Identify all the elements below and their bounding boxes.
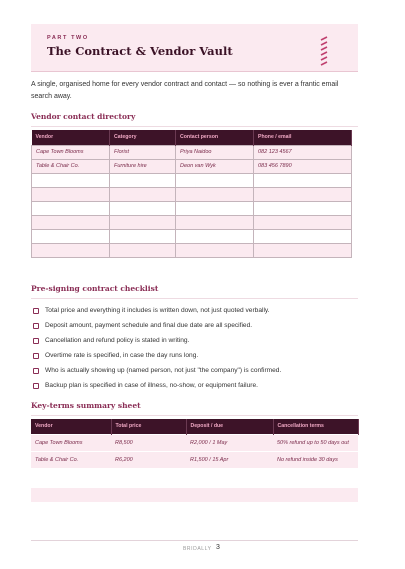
table-cell[interactable]: [32, 173, 110, 187]
table-cell[interactable]: Cape Town Blooms: [32, 145, 110, 159]
column-header: Cancellation terms: [273, 419, 358, 434]
table-cell[interactable]: Deon van Wyk: [176, 159, 254, 173]
table-cell[interactable]: R1,500 / 15 Apr: [186, 451, 273, 468]
table-cell[interactable]: [176, 215, 254, 229]
checklist-item-label: Total price and everything it includes is written down, not just quoted verbally.: [45, 307, 270, 314]
checkbox-icon[interactable]: [33, 383, 39, 389]
table-cell[interactable]: [110, 229, 176, 243]
checklist-item: [33, 363, 363, 378]
footer-divider: [31, 540, 358, 541]
footer-brand: BRIDALLY: [183, 546, 212, 552]
table-cell[interactable]: [176, 201, 254, 215]
table-cell[interactable]: [110, 173, 176, 187]
table-cell[interactable]: [254, 229, 352, 243]
column-header: Deposit / due: [186, 419, 273, 434]
table-cell[interactable]: [110, 243, 176, 257]
table-cell[interactable]: Priya Naidoo: [176, 145, 254, 159]
table-cell[interactable]: Cape Town Blooms: [31, 434, 111, 451]
checklist-item: [33, 378, 363, 393]
table-header-row: [31, 419, 358, 434]
checklist-item: [33, 318, 363, 333]
table-cell[interactable]: [32, 243, 110, 257]
column-header: Category: [110, 130, 176, 145]
contract-checklist: [33, 303, 363, 393]
table-row: [32, 145, 352, 159]
column-header: Total price: [111, 419, 186, 434]
table-cell[interactable]: [176, 229, 254, 243]
table-cell[interactable]: [176, 187, 254, 201]
table-cell[interactable]: R6,200: [111, 451, 186, 468]
table-cell[interactable]: [254, 243, 352, 257]
section-eyebrow: PART TWO: [47, 35, 89, 41]
table-cell[interactable]: [254, 187, 352, 201]
table-cell[interactable]: 083 456 7890: [254, 159, 352, 173]
table-cell[interactable]: [110, 187, 176, 201]
checklist-item-label: Backup plan is specified in case of illness, no-show, or equipment failure.: [45, 382, 258, 389]
table-cell[interactable]: R2,000 / 1 May: [186, 434, 273, 451]
table-cell[interactable]: [32, 201, 110, 215]
table-cell[interactable]: [176, 243, 254, 257]
table-row: [31, 434, 358, 451]
checklist-item-label: Who is actually showing up (named person, not just "the company") is confirmed.: [45, 367, 282, 374]
page-title: The Contract & Vendor Vault: [47, 44, 233, 58]
table-row: [32, 201, 352, 215]
checklist-item-label: Cancellation and refund policy is stated in writing.: [45, 337, 190, 344]
table-cell[interactable]: [254, 201, 352, 215]
checkbox-icon[interactable]: [33, 353, 39, 359]
table-header-row: [32, 130, 352, 145]
checkbox-icon[interactable]: [33, 368, 39, 374]
table-cell[interactable]: [32, 187, 110, 201]
blank-terms-row: [31, 488, 358, 502]
table-cell[interactable]: [254, 215, 352, 229]
checklist-item-label: Deposit amount, payment schedule and final due date are all specified.: [45, 322, 253, 329]
checklist-item-label: Overtime rate is specified, in case the day runs long.: [45, 352, 199, 359]
checklist-item: [33, 333, 363, 348]
terms-heading: Key-terms summary sheet: [31, 401, 358, 416]
column-header: Phone / email: [254, 130, 352, 145]
table-row: [32, 159, 352, 173]
vendor-directory-table: [31, 130, 352, 258]
table-cell[interactable]: [176, 173, 254, 187]
key-terms-table: [31, 419, 359, 468]
checkbox-icon[interactable]: [33, 308, 39, 314]
table-cell[interactable]: [254, 173, 352, 187]
intro-paragraph: A single, organised home for every vendor contract and contact — so nothing is ever a frantic email search away.: [31, 81, 339, 100]
table-row: [32, 229, 352, 243]
table-cell[interactable]: Florist: [110, 145, 176, 159]
ribbon-icon: [319, 36, 329, 68]
table-cell[interactable]: [110, 201, 176, 215]
directory-heading: Vendor contact directory: [31, 112, 358, 127]
table-cell[interactable]: Table & Chair Co.: [31, 451, 111, 468]
column-header: Vendor: [31, 419, 111, 434]
table-cell[interactable]: [110, 215, 176, 229]
table-cell[interactable]: 50% refund up to 50 days out: [273, 434, 358, 451]
table-row: [32, 173, 352, 187]
table-cell[interactable]: R8,500: [111, 434, 186, 451]
table-row: [32, 187, 352, 201]
table-row: [32, 243, 352, 257]
column-header: Contact person: [176, 130, 254, 145]
table-cell[interactable]: Furniture hire: [110, 159, 176, 173]
header-band: [31, 24, 358, 72]
table-row: [32, 215, 352, 229]
checkbox-icon[interactable]: [33, 338, 39, 344]
checkbox-icon[interactable]: [33, 323, 39, 329]
table-cell[interactable]: No refund inside 30 days: [273, 451, 358, 468]
checklist-heading: Pre-signing contract checklist: [31, 284, 358, 299]
column-header: Vendor: [32, 130, 110, 145]
table-cell[interactable]: [32, 229, 110, 243]
checklist-item: [33, 348, 363, 363]
table-cell[interactable]: Table & Chair Co.: [32, 159, 110, 173]
table-cell[interactable]: 082 123 4567: [254, 145, 352, 159]
table-row: [31, 451, 358, 468]
table-cell[interactable]: [32, 215, 110, 229]
page-number: 3: [216, 544, 220, 551]
checklist-item: [33, 303, 363, 318]
